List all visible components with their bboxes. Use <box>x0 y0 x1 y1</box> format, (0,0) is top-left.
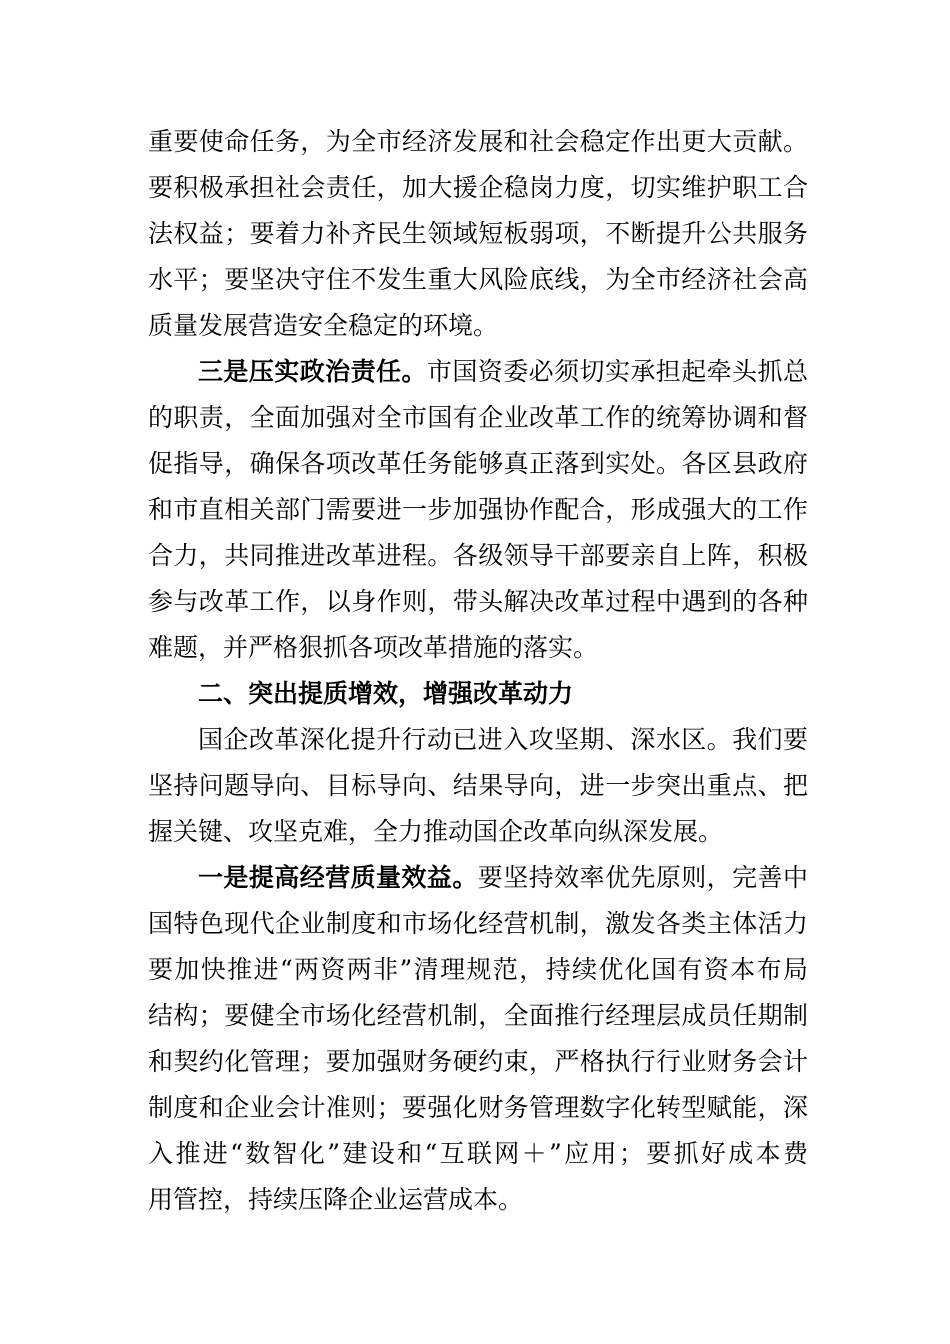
paragraph-2-first-rest: 市国资委必须切实承担起牵头抓总 <box>426 357 808 386</box>
paragraph-1-line-3: 法权益；要着力补齐民生领域短板弱项，不断提升公共服务 <box>148 219 808 248</box>
paragraph-4-first-rest: 要坚持效率优先原则，完善中 <box>477 863 808 892</box>
paragraph-2-line-4: 和市直相关部门需要进一步加强协作配合，形成强大的工作 <box>148 495 808 524</box>
paragraph-1-line-1: 重要使命任务，为全市经济发展和社会稳定作出更大贡献。 <box>148 127 808 156</box>
paragraph-2-line-2: 的职责，全面加强对全市国有企业改革工作的统筹协调和督 <box>148 403 808 432</box>
paragraph-2-line-6: 参与改革工作，以身作则，带头解决改革过程中遇到的各种 <box>148 587 808 616</box>
paragraph-4-line-8: 用管控，持续压降企业运营成本。 <box>148 1185 524 1214</box>
paragraph-3-line-3: 握关键、攻坚克难，全力推动国企改革向纵深发展。 <box>148 817 724 846</box>
paragraph-1-line-5: 质量发展营造安全稳定的环境。 <box>148 311 499 340</box>
paragraph-4-line-1 <box>198 860 808 896</box>
paragraph-2-line-5: 合力，共同推进改革进程。各级领导干部要亲自上阵，积极 <box>148 541 808 570</box>
paragraph-2-line-3: 促指导，确保各项改革任务能够真正落到实处。各区县政府 <box>148 449 808 478</box>
paragraph-4-line-6: 制度和企业会计准则；要强化财务管理数字化转型赋能，深 <box>148 1093 808 1122</box>
paragraph-2-line-7: 难题，并严格狠抓各项改革措施的落实。 <box>148 633 599 662</box>
paragraph-1-line-4: 水平；要坚决守住不发生重大风险底线，为全市经济社会高 <box>148 265 808 294</box>
section-heading-2: 二、突出提质增效，增强改革动力 <box>198 679 574 708</box>
paragraph-1-line-2: 要积极承担社会责任，加大援企稳岗力度，切实维护职工合 <box>148 173 808 202</box>
paragraph-3-line-1: 国企改革深化提升行动已进入攻坚期、深水区。我们要 <box>198 725 808 754</box>
paragraph-4-line-5: 和契约化管理；要加强财务硬约束，严格执行行业财务会计 <box>148 1047 808 1076</box>
paragraph-4-lead: 一是提高经营质量效益。 <box>198 863 478 892</box>
paragraph-2-line-1 <box>198 354 808 390</box>
paragraph-3-line-2: 坚持问题导向、目标导向、结果导向，进一步突出重点、把 <box>148 771 808 800</box>
paragraph-2-lead: 三是压实政治责任。 <box>198 357 427 386</box>
paragraph-4-line-3: 要加快推进“两资两非”清理规范，持续优化国有资本布局 <box>148 955 808 984</box>
paragraph-4-line-4: 结构；要健全市场化经营机制，全面推行经理层成员任期制 <box>148 1001 808 1030</box>
paragraph-4-line-7: 入推进“数智化”建设和“互联网＋”应用；要抓好成本费 <box>148 1139 808 1168</box>
paragraph-4-line-2: 国特色现代企业制度和市场化经营机制，激发各类主体活力 <box>148 909 808 938</box>
